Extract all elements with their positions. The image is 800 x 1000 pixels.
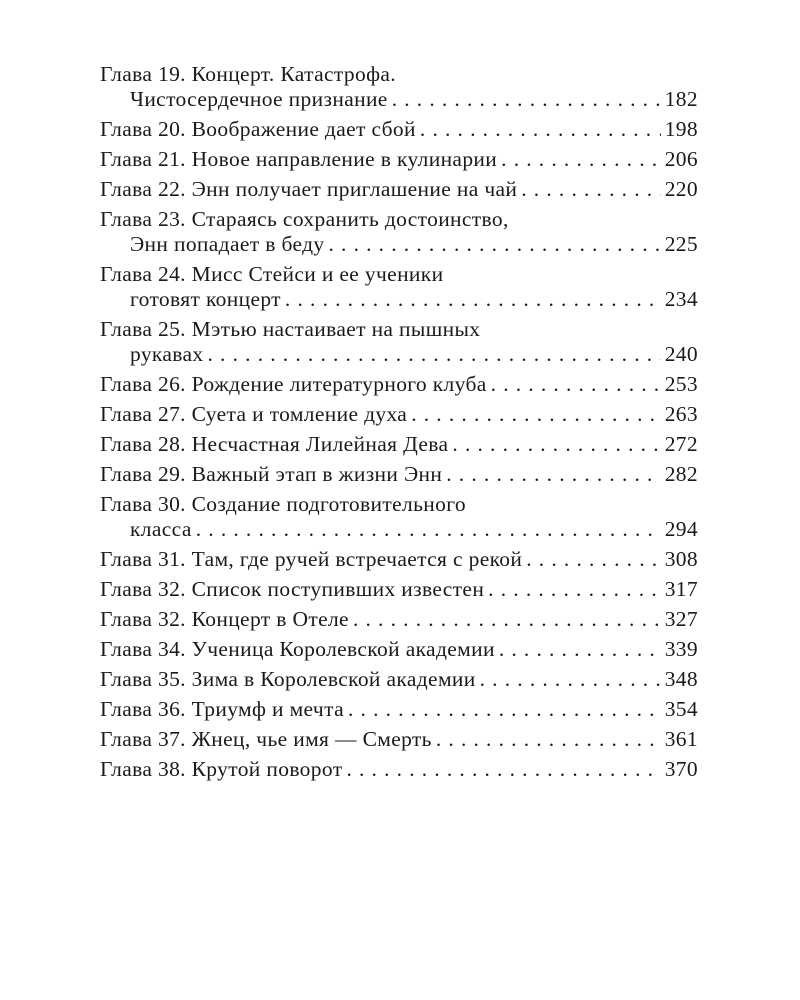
chapter-title: Глава 28. Несчастная Лилейная Дева <box>100 432 449 456</box>
toc-entry <box>100 492 698 542</box>
toc-line <box>100 62 698 87</box>
dot-leader <box>488 577 661 602</box>
toc-entry <box>100 207 698 257</box>
chapter-title: Глава 30. Создание подготовительного <box>100 492 466 516</box>
toc-line <box>100 547 698 572</box>
dot-leader <box>436 727 661 752</box>
page-number: 361 <box>664 727 698 751</box>
chapter-title: Глава 35. Зима в Королевской академии <box>100 667 476 691</box>
toc-entry <box>100 462 698 487</box>
dot-leader <box>501 147 661 172</box>
chapter-title: Глава 26. Рождение литературного клуба <box>100 372 487 396</box>
dot-leader <box>499 637 661 662</box>
page-number: 308 <box>664 547 698 571</box>
toc-line <box>100 177 698 202</box>
page-number: 327 <box>664 607 698 631</box>
toc-line <box>100 667 698 692</box>
chapter-title: Глава 23. Стараясь сохранить достоинство, <box>100 207 509 231</box>
dot-leader <box>446 462 660 487</box>
toc-line <box>100 607 698 632</box>
toc-line <box>100 117 698 142</box>
chapter-title: Глава 24. Мисс Стейси и ее ученики <box>100 262 444 286</box>
chapter-title: Глава 36. Триумф и мечта <box>100 697 344 721</box>
toc-line <box>100 727 698 752</box>
page-number: 182 <box>664 87 698 111</box>
chapter-title: Глава 31. Там, где ручей встречается с рекой <box>100 547 523 571</box>
dot-leader <box>480 667 661 692</box>
toc-line <box>100 462 698 487</box>
dot-leader <box>346 757 660 782</box>
chapter-title: Глава 32. Список поступивших известен <box>100 577 485 601</box>
toc-line <box>100 432 698 457</box>
chapter-title: рукавах <box>130 342 204 366</box>
dot-leader <box>411 402 660 427</box>
page-number: 198 <box>664 117 698 141</box>
dot-leader <box>328 232 660 257</box>
toc-entry <box>100 147 698 172</box>
toc-line <box>100 637 698 662</box>
toc-entry <box>100 757 698 782</box>
chapter-title: готовят концерт <box>130 287 281 311</box>
page-number: 225 <box>664 232 698 256</box>
toc-entry <box>100 117 698 142</box>
dot-leader <box>420 117 661 142</box>
dot-leader <box>208 342 661 367</box>
page-number: 240 <box>664 342 698 366</box>
chapter-title: Глава 37. Жнец, чье имя — Смерть <box>100 727 432 751</box>
toc-line <box>100 207 698 232</box>
toc-entry <box>100 262 698 312</box>
dot-leader <box>491 372 661 397</box>
toc-line <box>100 232 698 257</box>
toc-entry <box>100 372 698 397</box>
dot-leader <box>452 432 660 457</box>
page-number: 263 <box>664 402 698 426</box>
toc-line <box>100 757 698 782</box>
toc-entry <box>100 697 698 722</box>
chapter-title: Глава 38. Крутой поворот <box>100 757 343 781</box>
toc-line <box>100 87 698 112</box>
toc-entry <box>100 667 698 692</box>
chapter-title: Глава 20. Воображение дает сбой <box>100 117 416 141</box>
chapter-title: Глава 34. Ученица Королевской академии <box>100 637 495 661</box>
dot-leader <box>348 697 661 722</box>
chapter-title: Глава 21. Новое направление в кулинарии <box>100 147 498 171</box>
chapter-title: Глава 29. Важный этап в жизни Энн <box>100 462 443 486</box>
toc-line <box>100 402 698 427</box>
toc-entry <box>100 62 698 112</box>
toc-line <box>100 262 698 287</box>
toc-line <box>100 517 698 542</box>
toc-entry <box>100 607 698 632</box>
toc-line <box>100 372 698 397</box>
toc-entry <box>100 402 698 427</box>
toc-line <box>100 342 698 367</box>
dot-leader <box>285 287 661 312</box>
page-number: 234 <box>664 287 698 311</box>
page-number: 348 <box>664 667 698 691</box>
chapter-title: Глава 25. Мэтью настаивает на пышных <box>100 317 481 341</box>
table-of-contents <box>100 62 698 787</box>
dot-leader <box>392 87 661 112</box>
chapter-title: класса <box>130 517 192 541</box>
chapter-title: Чистосердечное признание <box>130 87 388 111</box>
page-number: 282 <box>664 462 698 486</box>
toc-entry <box>100 177 698 202</box>
toc-line <box>100 147 698 172</box>
toc-line <box>100 287 698 312</box>
page-number: 272 <box>664 432 698 456</box>
toc-line <box>100 317 698 342</box>
dot-leader <box>353 607 661 632</box>
toc-line <box>100 697 698 722</box>
page-number: 370 <box>664 757 698 781</box>
dot-leader <box>526 547 660 572</box>
page-number: 220 <box>664 177 698 201</box>
chapter-title: Глава 19. Концерт. Катастрофа. <box>100 62 396 86</box>
toc-entry <box>100 432 698 457</box>
chapter-title: Энн попадает в беду <box>130 232 325 256</box>
page-number: 317 <box>664 577 698 601</box>
chapter-title: Глава 27. Суета и томление духа <box>100 402 408 426</box>
chapter-title: Глава 32. Концерт в Отеле <box>100 607 349 631</box>
toc-line <box>100 492 698 517</box>
dot-leader <box>196 517 661 542</box>
toc-entry <box>100 727 698 752</box>
page-number: 253 <box>664 372 698 396</box>
toc-entry <box>100 317 698 367</box>
toc-entry <box>100 637 698 662</box>
toc-entry <box>100 547 698 572</box>
page-number: 354 <box>664 697 698 721</box>
page-number: 206 <box>664 147 698 171</box>
toc-line <box>100 577 698 602</box>
toc-entry <box>100 577 698 602</box>
dot-leader <box>521 177 660 202</box>
chapter-title: Глава 22. Энн получает приглашение на чай <box>100 177 518 201</box>
page-number: 294 <box>664 517 698 541</box>
page-number: 339 <box>664 637 698 661</box>
